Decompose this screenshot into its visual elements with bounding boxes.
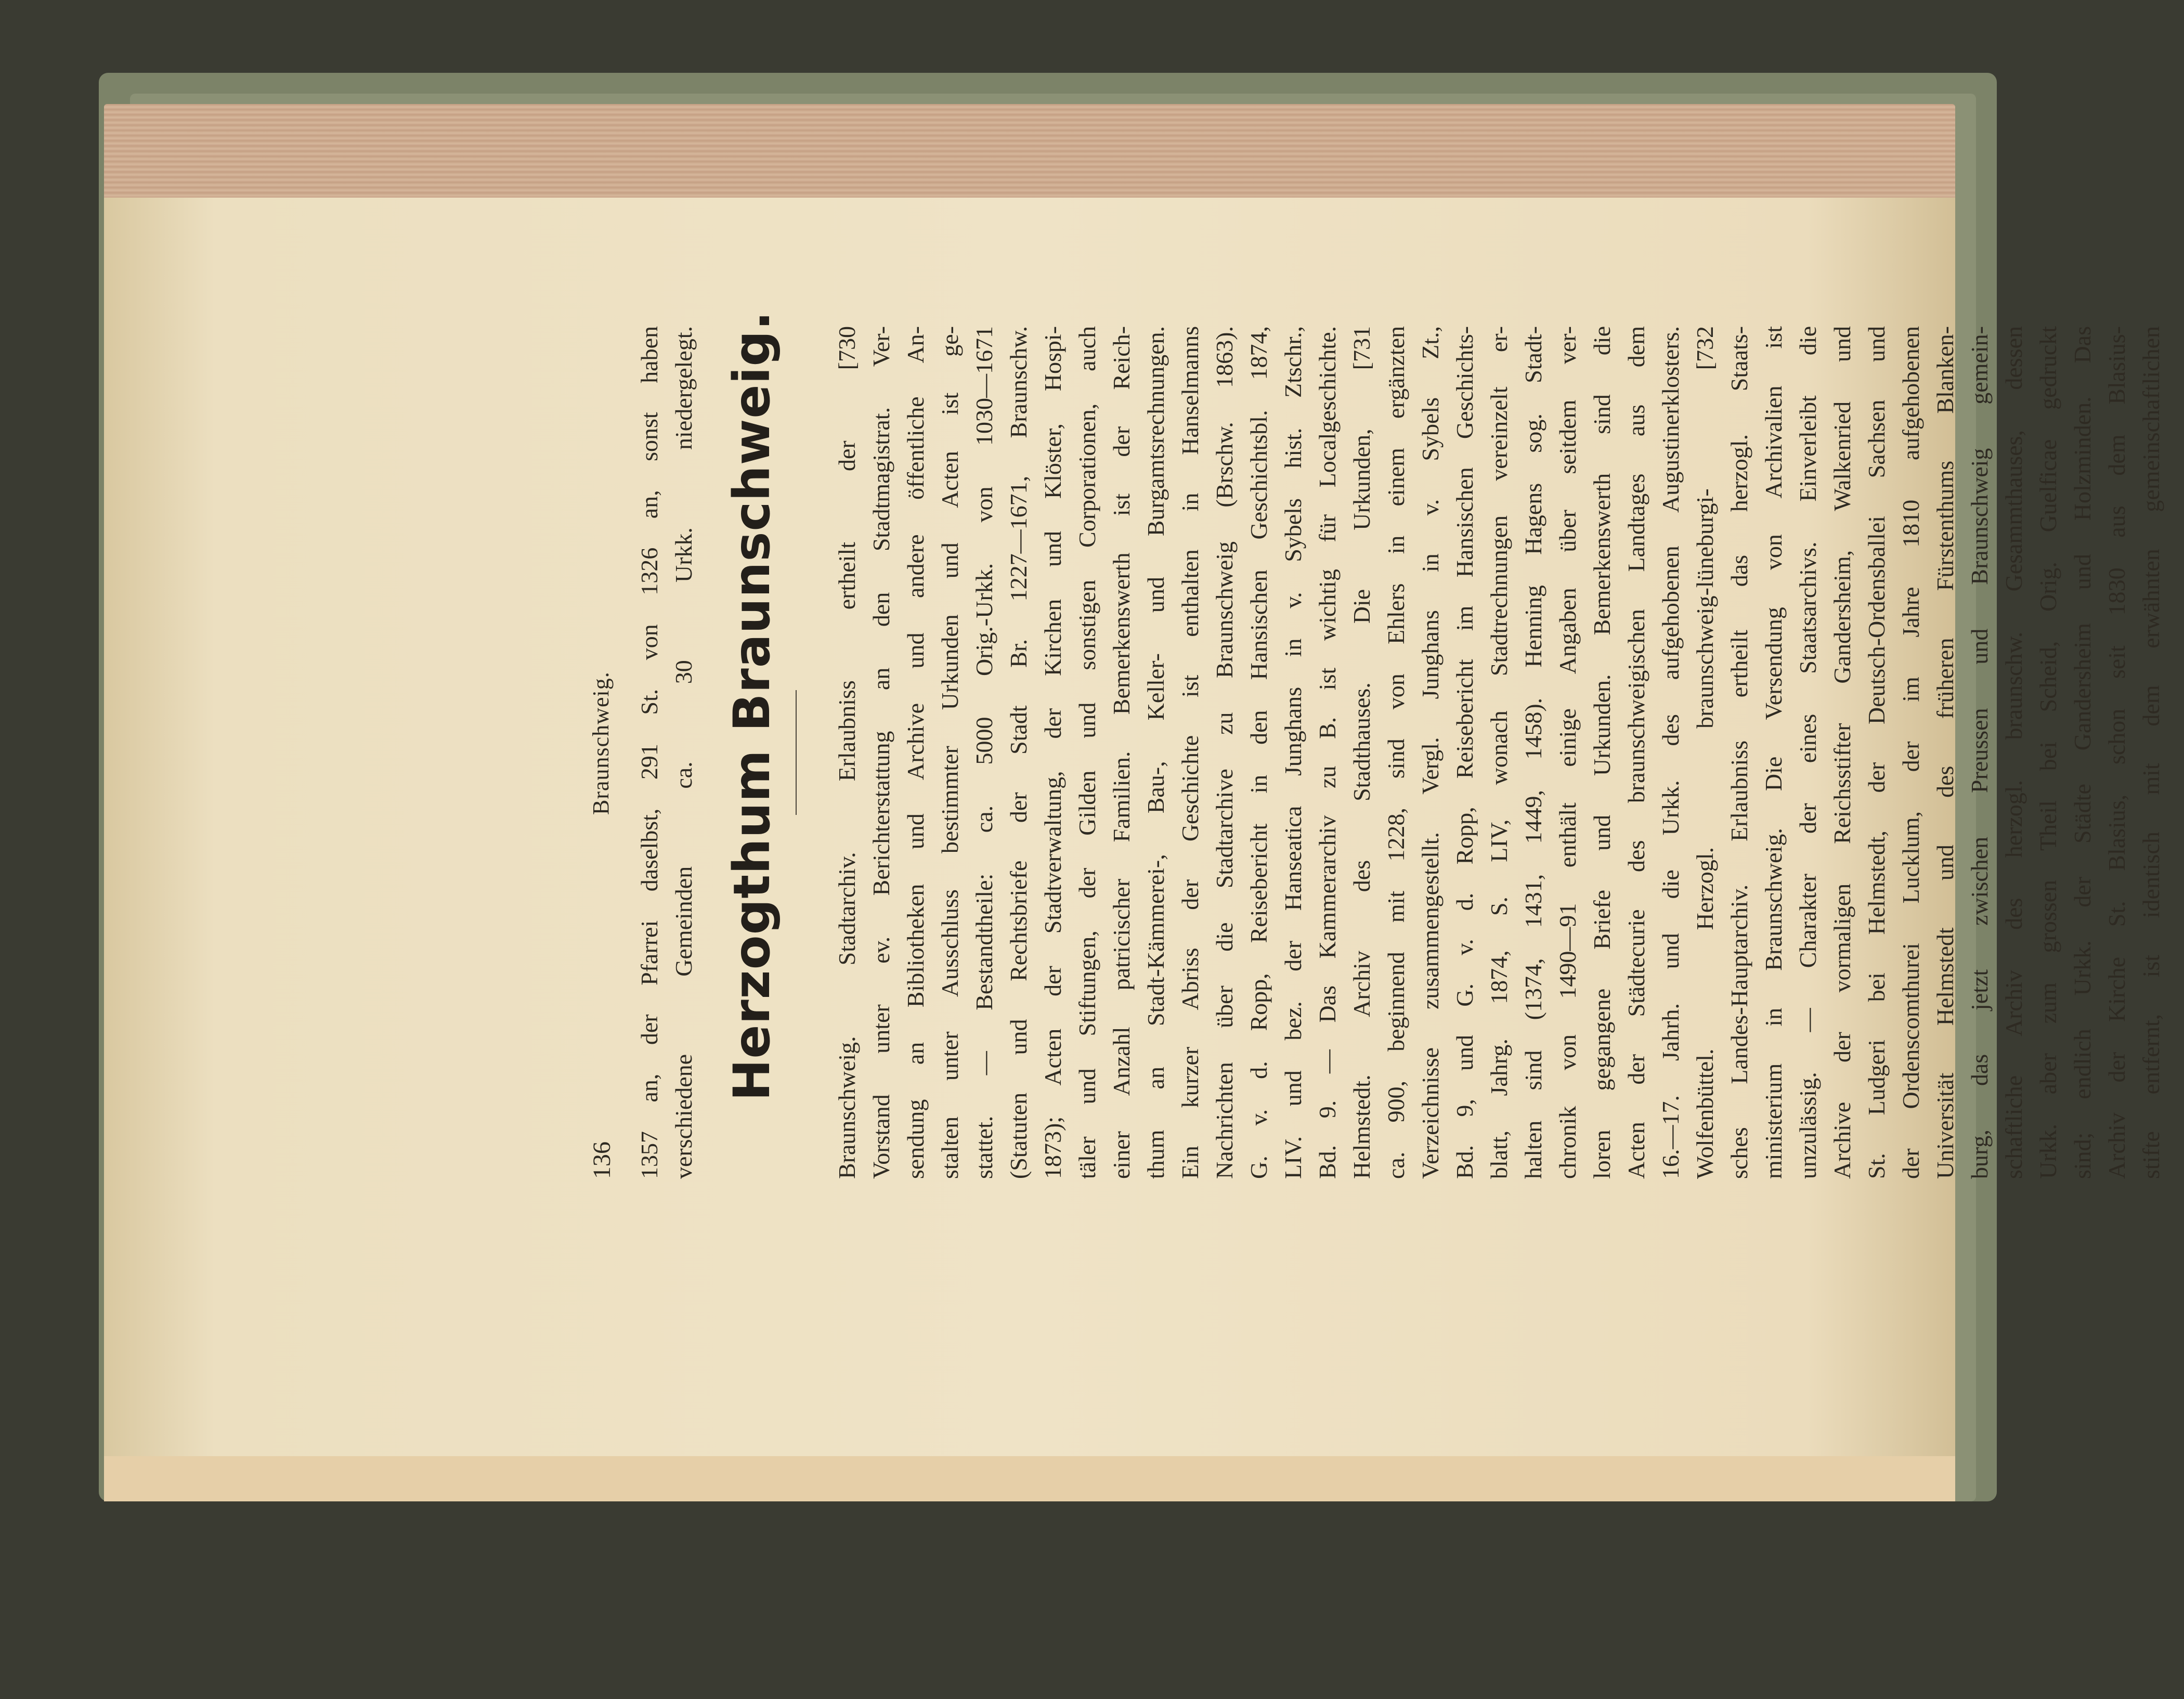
text-line: ministerium in Braunschweig. Die Versendung von Archivalien ist [1760, 326, 1787, 1179]
text-line: (Statuten und Rechtsbriefe der Stadt Br. 1227—1671, Braunschw. [1005, 326, 1032, 1179]
book-page [104, 198, 2164, 1501]
text-line: Urkk. aber zum grossen Theil bei Scheid, Orig. Guelficae gedruckt [2035, 326, 2061, 1179]
text-line: burg, das jetzt zwischen Preussen und Braunschweig gemein- [1966, 326, 1993, 1179]
text-line: stattet. — Bestandtheile: ca. 5000 Orig.-Urkk. von 1030—1671 [971, 326, 997, 1179]
text-line: der Ordenscomthurei Lucklum, der im Jahre 1810 aufgehobenen [1897, 326, 1924, 1179]
text-line: Helmstedt. Archiv des Stadthauses. Die Urkunden, [731 [1348, 326, 1375, 1179]
text-line: sches Landes-Hauptarchiv. Erlaubniss ertheilt das herzogl. Staats- [1726, 326, 1752, 1179]
text-line: Bd. 9. — Das Kammerarchiv zu B. ist wichtig für Localgeschichte. [1314, 326, 1341, 1179]
text-line: LIV. und bez. der Hanseatica Junghans in v. Sybels hist. Ztschr., [1280, 326, 1306, 1179]
text-line: unzulässig. — Charakter der eines Staatsarchivs. Einverleibt die [1795, 326, 1821, 1179]
text-line: Bd. 9, und G. v. d. Ropp, Reisebericht im Hansischen Geschichts- [1451, 326, 1478, 1179]
text-line: Universität Helmstedt und des früheren Fürstenthums Blanken- [1932, 326, 1958, 1179]
text-line: Nachrichten über die Stadtarchive zu Braunschweig (Brschw. 1863). [1211, 326, 1238, 1179]
text-line: Ein kurzer Abriss der Geschichte ist enthalten in Hanselmanns [1177, 326, 1203, 1179]
text-line: 16.—17. Jahrh. und die Urkk. des aufgehobenen Augustinerklosters. [1657, 326, 1684, 1179]
text-line: chronik von 1490—91 enthält einige Angaben über seitdem ver- [1554, 326, 1581, 1179]
text-line: einer Anzahl patricischer Familien. Bemerkenswerth ist der Reich- [1108, 326, 1135, 1179]
facing-page-edge [104, 1456, 1955, 1501]
text-line: thum an Stadt-Kämmerei-, Bau-, Keller- und Burgamtsrechnungen. [1142, 326, 1169, 1179]
text-line: Wolfenbüttel. Herzogl. braunschweig-lüneburgi- [732 [1692, 326, 1718, 1179]
text-line: G. v. d. Ropp, Reisebericht in den Hansischen Geschichtsbl. 1874, [1245, 326, 1272, 1179]
text-line: Vorstand unter ev. Berichterstattung an den Stadtmagistrat. Ver- [868, 326, 894, 1179]
text-line: sind; endlich Urkk. der Städte Gandersheim und Holzminden. Das [2069, 326, 2096, 1179]
text-line: Archiv der Kirche St. Blasius, schon seit 1830 aus dem Blasius- [2103, 326, 2130, 1179]
text-line: täler und Stiftungen, der Gilden und sonstigen Corporationen, auch [1074, 326, 1100, 1179]
text-line: schaftliche Archiv des herzogl. braunschw. Gesammthauses, dessen [2000, 326, 2027, 1179]
text-line: halten sind (1374, 1431, 1449, 1458). Henning Hagens sog. Stadt- [1520, 326, 1546, 1179]
section-title: Herzogthum Braunschweig. [723, 310, 781, 1101]
text-line: 1357 an, der Pfarrei daselbst, 291 St. von 1326 an, sonst haben [636, 326, 662, 1179]
text-line: St. Ludgeri bei Helmstedt, der Deutsch-Ordensballei Sachsen und [1863, 326, 1890, 1179]
text-line: Braunschweig. Stadtarchiv. Erlaubniss ertheilt der [730 [834, 326, 860, 1179]
text-line: stalten unter Ausschluss bestimmter Urkunden und Acten ist ge- [937, 326, 963, 1179]
running-head: Braunschweig. [588, 671, 614, 815]
text-line: blatt, Jahrg. 1874, S. LIV, wonach Stadtrechnungen vereinzelt er- [1486, 326, 1512, 1179]
page-number: 136 [588, 1142, 616, 1179]
text-line: Acten der Städtecurie des braunschweigischen Landtages aus dem [1623, 326, 1649, 1179]
text-line: loren gegangene Briefe und Urkunden. Bemerkenswerth sind die [1589, 326, 1615, 1179]
title-rule [796, 690, 797, 815]
text-line: ca. 900, beginnend mit 1228, sind von Ehlers in einem ergänzten [1383, 326, 1409, 1179]
text-line: 1873); Acten der Stadtverwaltung, der Kirchen und Klöster, Hospi- [1039, 326, 1066, 1179]
text-line: stifte entfernt, ist identisch mit dem erwähnten gemeinschaftlichen [2138, 326, 2164, 1179]
text-line: Archive der vormaligen Reichsstifter Gandersheim, Walkenried und [1829, 326, 1855, 1179]
text-line: Verzeichnisse zusammengestellt. Vergl. Junghans in v. Sybels Zt., [1417, 326, 1444, 1179]
text-line: verschiedene Gemeinden ca. 30 Urkk. niedergelegt. [670, 326, 697, 1179]
text-line: sendung an Bibliotheken und Archive und andere öffentliche An- [902, 326, 929, 1179]
